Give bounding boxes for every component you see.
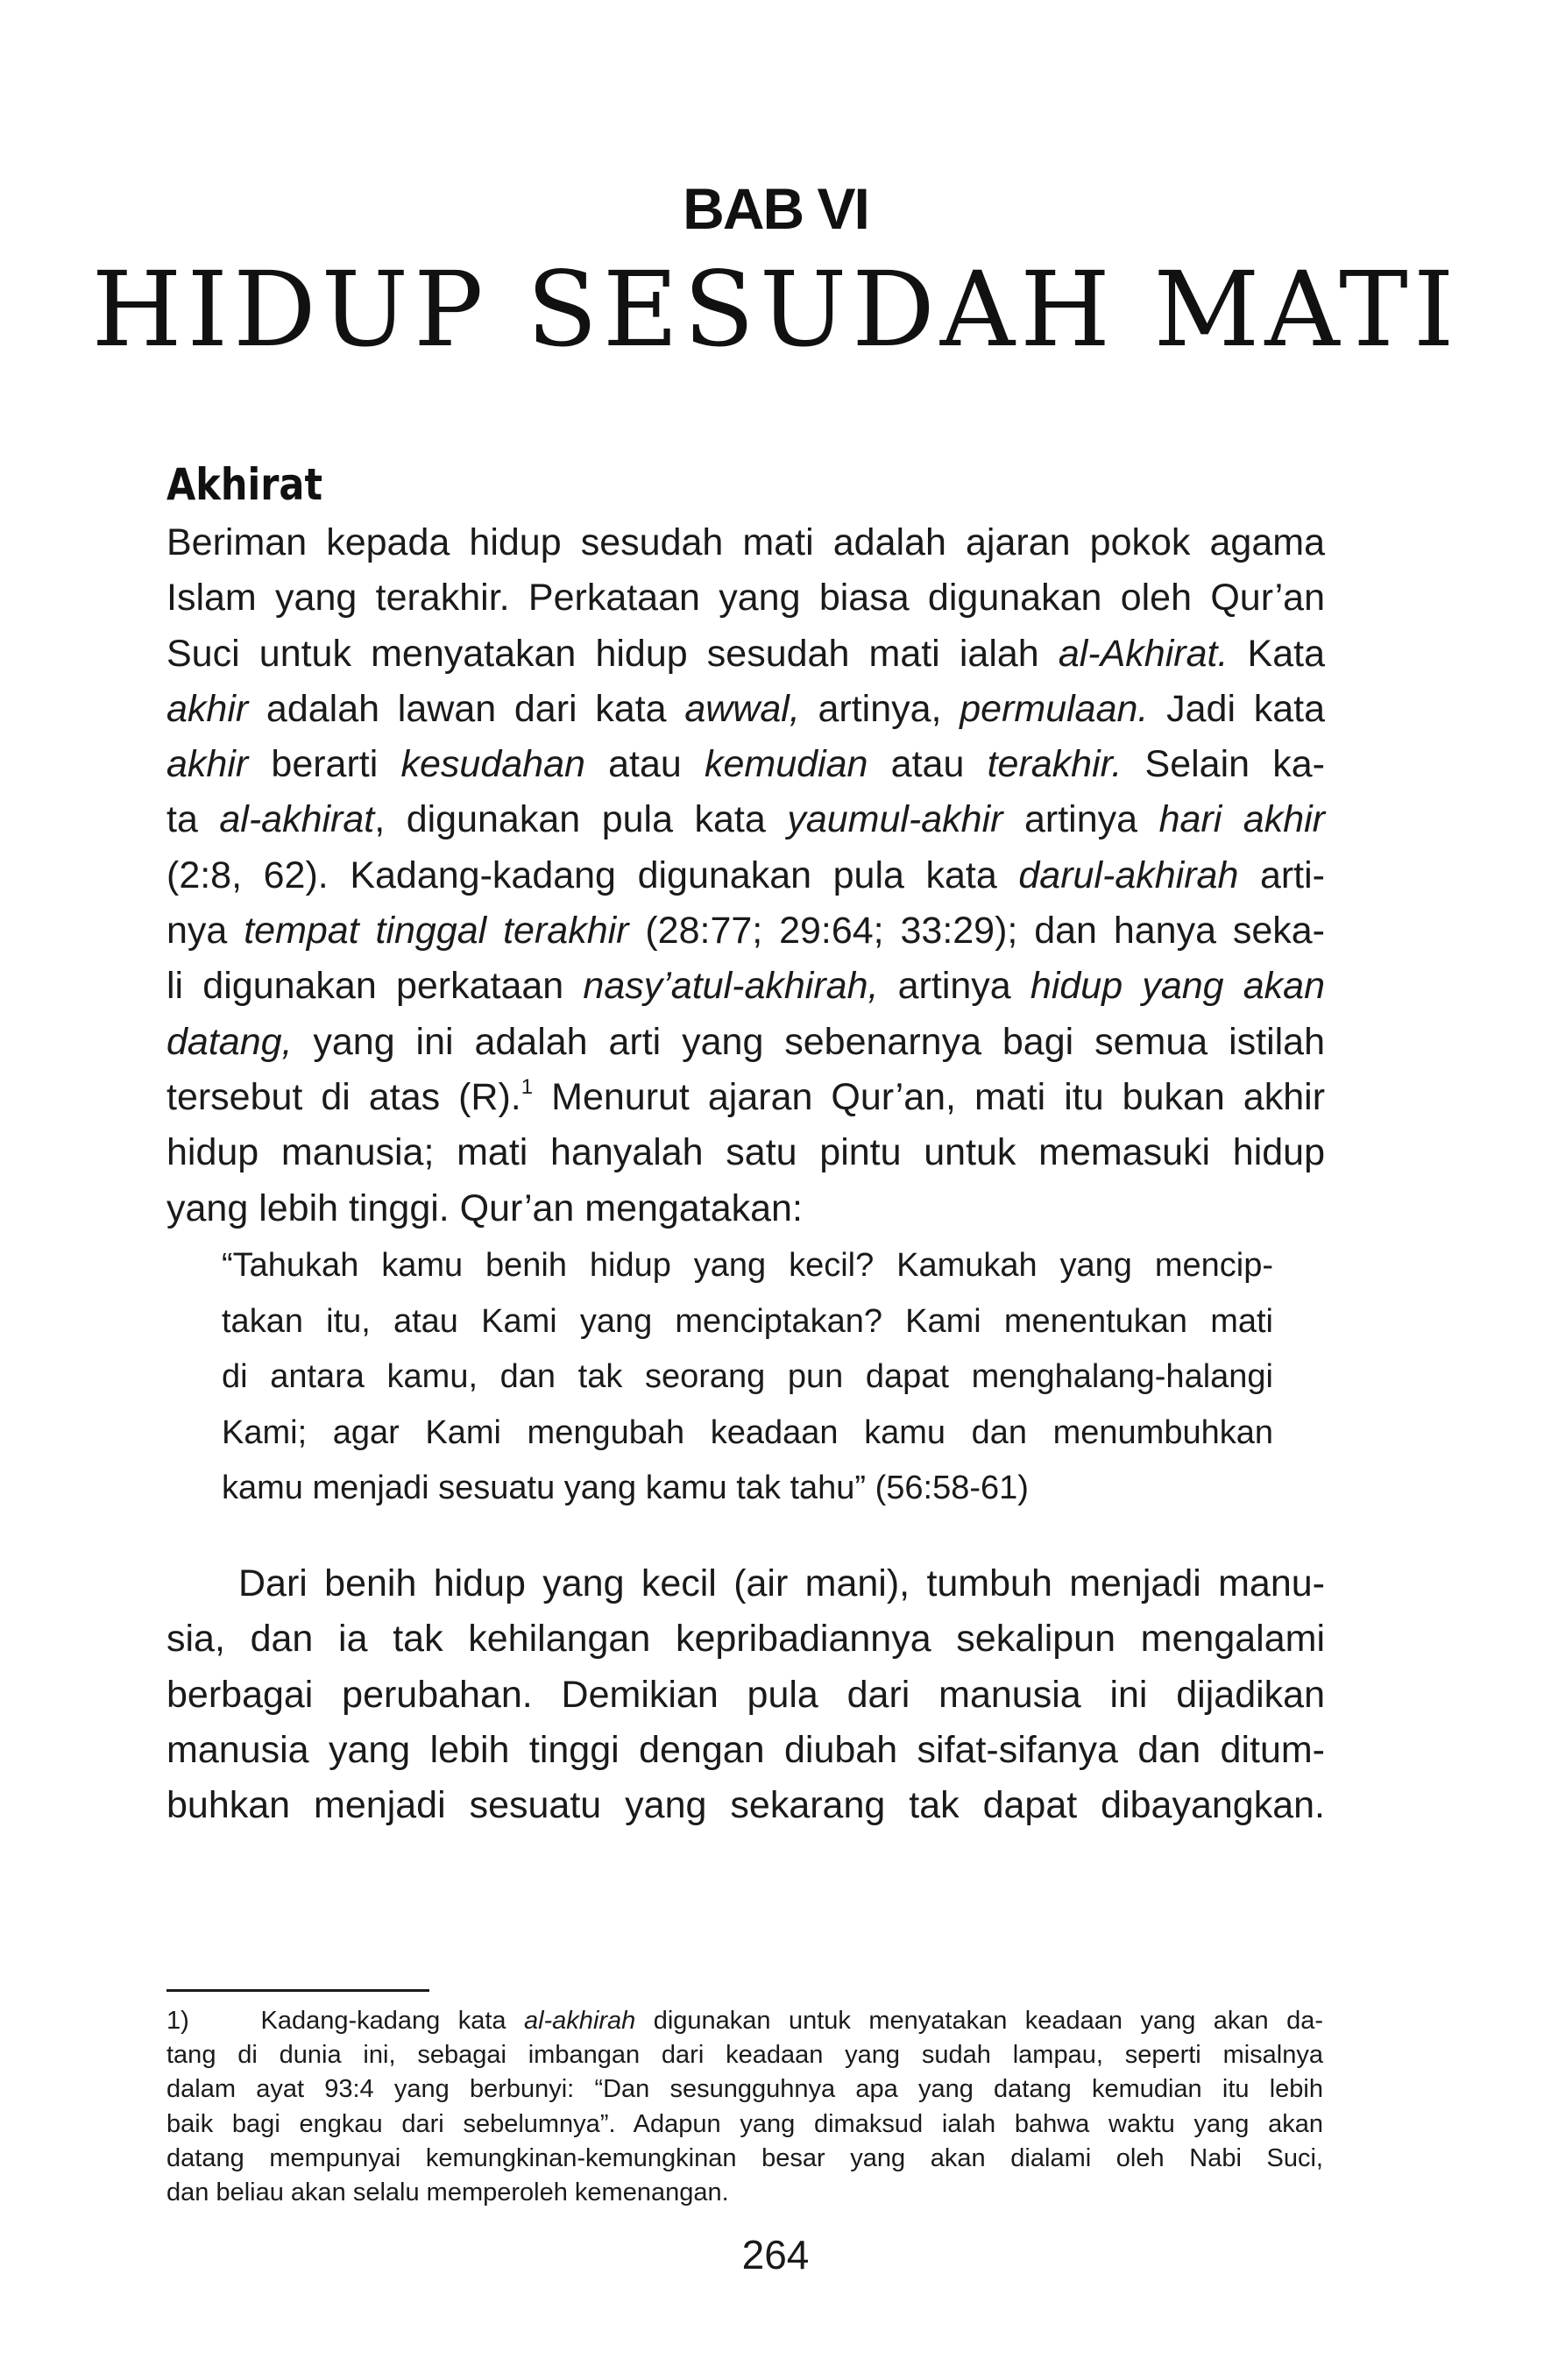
italic-term: permulaan. xyxy=(960,687,1149,730)
italic-term: al-akhirat xyxy=(219,798,375,841)
chapter-title: HIDUP SESUDAH MATI xyxy=(91,249,1460,370)
text-run: adalah lawan dari kata xyxy=(248,687,685,730)
text-line: Beriman kepada hidup sesudah mati adalah ajaran pokok agama xyxy=(166,521,1325,563)
text-line: hidup manusia; mati hanyalah satu pintu untuk memasuki hidup xyxy=(166,1131,1325,1174)
footnote-line: tang di dunia ini, sebagai imbangan dari keadaan yang sudah lampau, seperti misalnya xyxy=(166,2041,1323,2070)
text-run: ta xyxy=(166,798,220,841)
text-run: Jadi kata xyxy=(1148,687,1326,730)
quote-line: kamu menjadi sesuatu yang kamu tak tahu” (56:58-61) xyxy=(222,1470,1029,1506)
italic-term: hidup yang akan xyxy=(1030,965,1326,1008)
text-run: atau xyxy=(584,743,705,786)
text-run: li digunakan perkataan xyxy=(166,965,584,1008)
text-run: tersebut di atas (R). xyxy=(166,1075,521,1118)
quran-quote xyxy=(222,1238,1273,1517)
italic-term: terakhir. xyxy=(987,743,1123,786)
text-line: buhkan menjadi sesuatu yang sekarang tak dapat dibayangkan. xyxy=(166,1784,1325,1827)
text-line: sia, dan ia tak kehilangan kepribadiannya sekalipun mengalami xyxy=(166,1618,1325,1661)
footnote-line: baik bagi engkau dari sebelumnya”. Adapun yang dimaksud ialah bahwa waktu yang akan xyxy=(166,2109,1323,2138)
text-run: nya xyxy=(166,910,244,953)
text-run: atau xyxy=(868,743,988,786)
page-number: 264 xyxy=(741,2232,810,2277)
italic-term: yaumul-akhir xyxy=(787,798,1003,841)
text-line xyxy=(166,848,1325,903)
text-line xyxy=(166,737,1325,792)
italic-term: akhir xyxy=(166,743,249,786)
quote-line: takan itu, atau Kami yang menciptakan? Kami menentukan mati xyxy=(222,1302,1273,1340)
italic-term: tempat tinggal terakhir xyxy=(244,910,629,953)
text-run: 1) Kadang-kadang kata xyxy=(166,2007,524,2035)
italic-term: nasy’atul-akhirah, xyxy=(583,965,879,1008)
text-line: berbagai perubahan. Demikian pula dari manusia ini dijadikan xyxy=(166,1673,1325,1716)
text-run: artinya, xyxy=(799,687,960,730)
italic-term: kemudian xyxy=(705,743,868,786)
text-line xyxy=(166,1015,1325,1070)
chapter-number: BAB VI xyxy=(683,176,868,241)
italic-term: hari akhir xyxy=(1158,798,1325,841)
italic-term: darul-akhirah xyxy=(1018,854,1239,896)
paragraph-1 xyxy=(166,515,1325,1236)
text-line: yang lebih tinggi. Qur’an mengatakan: xyxy=(166,1186,803,1229)
quote-line: di antara kamu, dan tak seorang pun dapat menghalang-halangi xyxy=(222,1358,1273,1395)
footnote-line: dalam ayat 93:4 yang berbunyi: “Dan sesungguhnya apa yang datang kemudian itu lebih xyxy=(166,2075,1323,2104)
text-line: manusia yang lebih tinggi dengan diubah sifat-sifanya dan ditum- xyxy=(166,1728,1325,1771)
italic-term: kesudahan xyxy=(400,743,585,786)
text-run: berarti xyxy=(248,743,401,786)
text-run: artinya xyxy=(878,965,1030,1008)
text-line xyxy=(166,792,1325,847)
text-run: Selain ka- xyxy=(1122,743,1325,786)
text-run: (2:8, 62). Kadang-kadang digunakan pula kata xyxy=(166,854,1019,896)
section-heading: Akhirat xyxy=(166,459,323,510)
italic-term: al-Akhirat. xyxy=(1058,632,1229,675)
footnote-line xyxy=(166,2004,1323,2038)
text-line xyxy=(166,903,1325,959)
quote-line: Kami; agar Kami mengubah keadaan kamu dan menumbuhkan xyxy=(222,1413,1273,1451)
text-run: Suci untuk menyatakan hidup sesudah mati ialah xyxy=(166,632,1059,675)
text-run: arti- xyxy=(1238,854,1326,896)
text-run: Menurut ajaran Qur’an, mati itu bukan akhir xyxy=(533,1075,1326,1118)
text-line xyxy=(166,682,1325,737)
footnote-line: dan beliau akan selalu memperoleh kemenangan. xyxy=(166,2178,729,2207)
italic-term: datang, xyxy=(166,1020,293,1063)
footnote xyxy=(166,2004,1323,2210)
text-line: Islam yang terakhir. Perkataan yang biasa digunakan oleh Qur’an xyxy=(166,577,1325,620)
text-run: Kata xyxy=(1228,632,1326,675)
text-run: yang ini adalah arti yang sebenarnya bagi semua istilah xyxy=(292,1020,1325,1063)
text-run: digunakan untuk menyatakan keadaan yang akan da- xyxy=(635,2007,1324,2035)
footnote-divider xyxy=(166,1989,429,1992)
text-line xyxy=(166,1070,1325,1125)
italic-term: al-akhirah xyxy=(523,2007,636,2035)
text-line xyxy=(166,627,1325,682)
text-run: (28:77; 29:64; 33:29); dan hanya seka- xyxy=(628,910,1325,953)
quote-line: “Tahukah kamu benih hidup yang kecil? Kamukah yang mencip- xyxy=(222,1247,1273,1284)
italic-term: akhir xyxy=(166,687,249,730)
text-line xyxy=(166,959,1325,1014)
italic-term: awwal, xyxy=(684,687,800,730)
footnote-line: datang mempunyai kemungkinan-kemungkinan besar yang akan dialami oleh Nabi Suci, xyxy=(166,2143,1323,2172)
text-line: Dari benih hidup yang kecil (air mani), tumbuh menjadi manu- xyxy=(238,1562,1325,1604)
footnote-marker: 1 xyxy=(521,1074,534,1099)
text-run: artinya xyxy=(1002,798,1159,841)
paragraph-2 xyxy=(166,1556,1325,1833)
text-run: , digunakan pula kata xyxy=(374,798,788,841)
